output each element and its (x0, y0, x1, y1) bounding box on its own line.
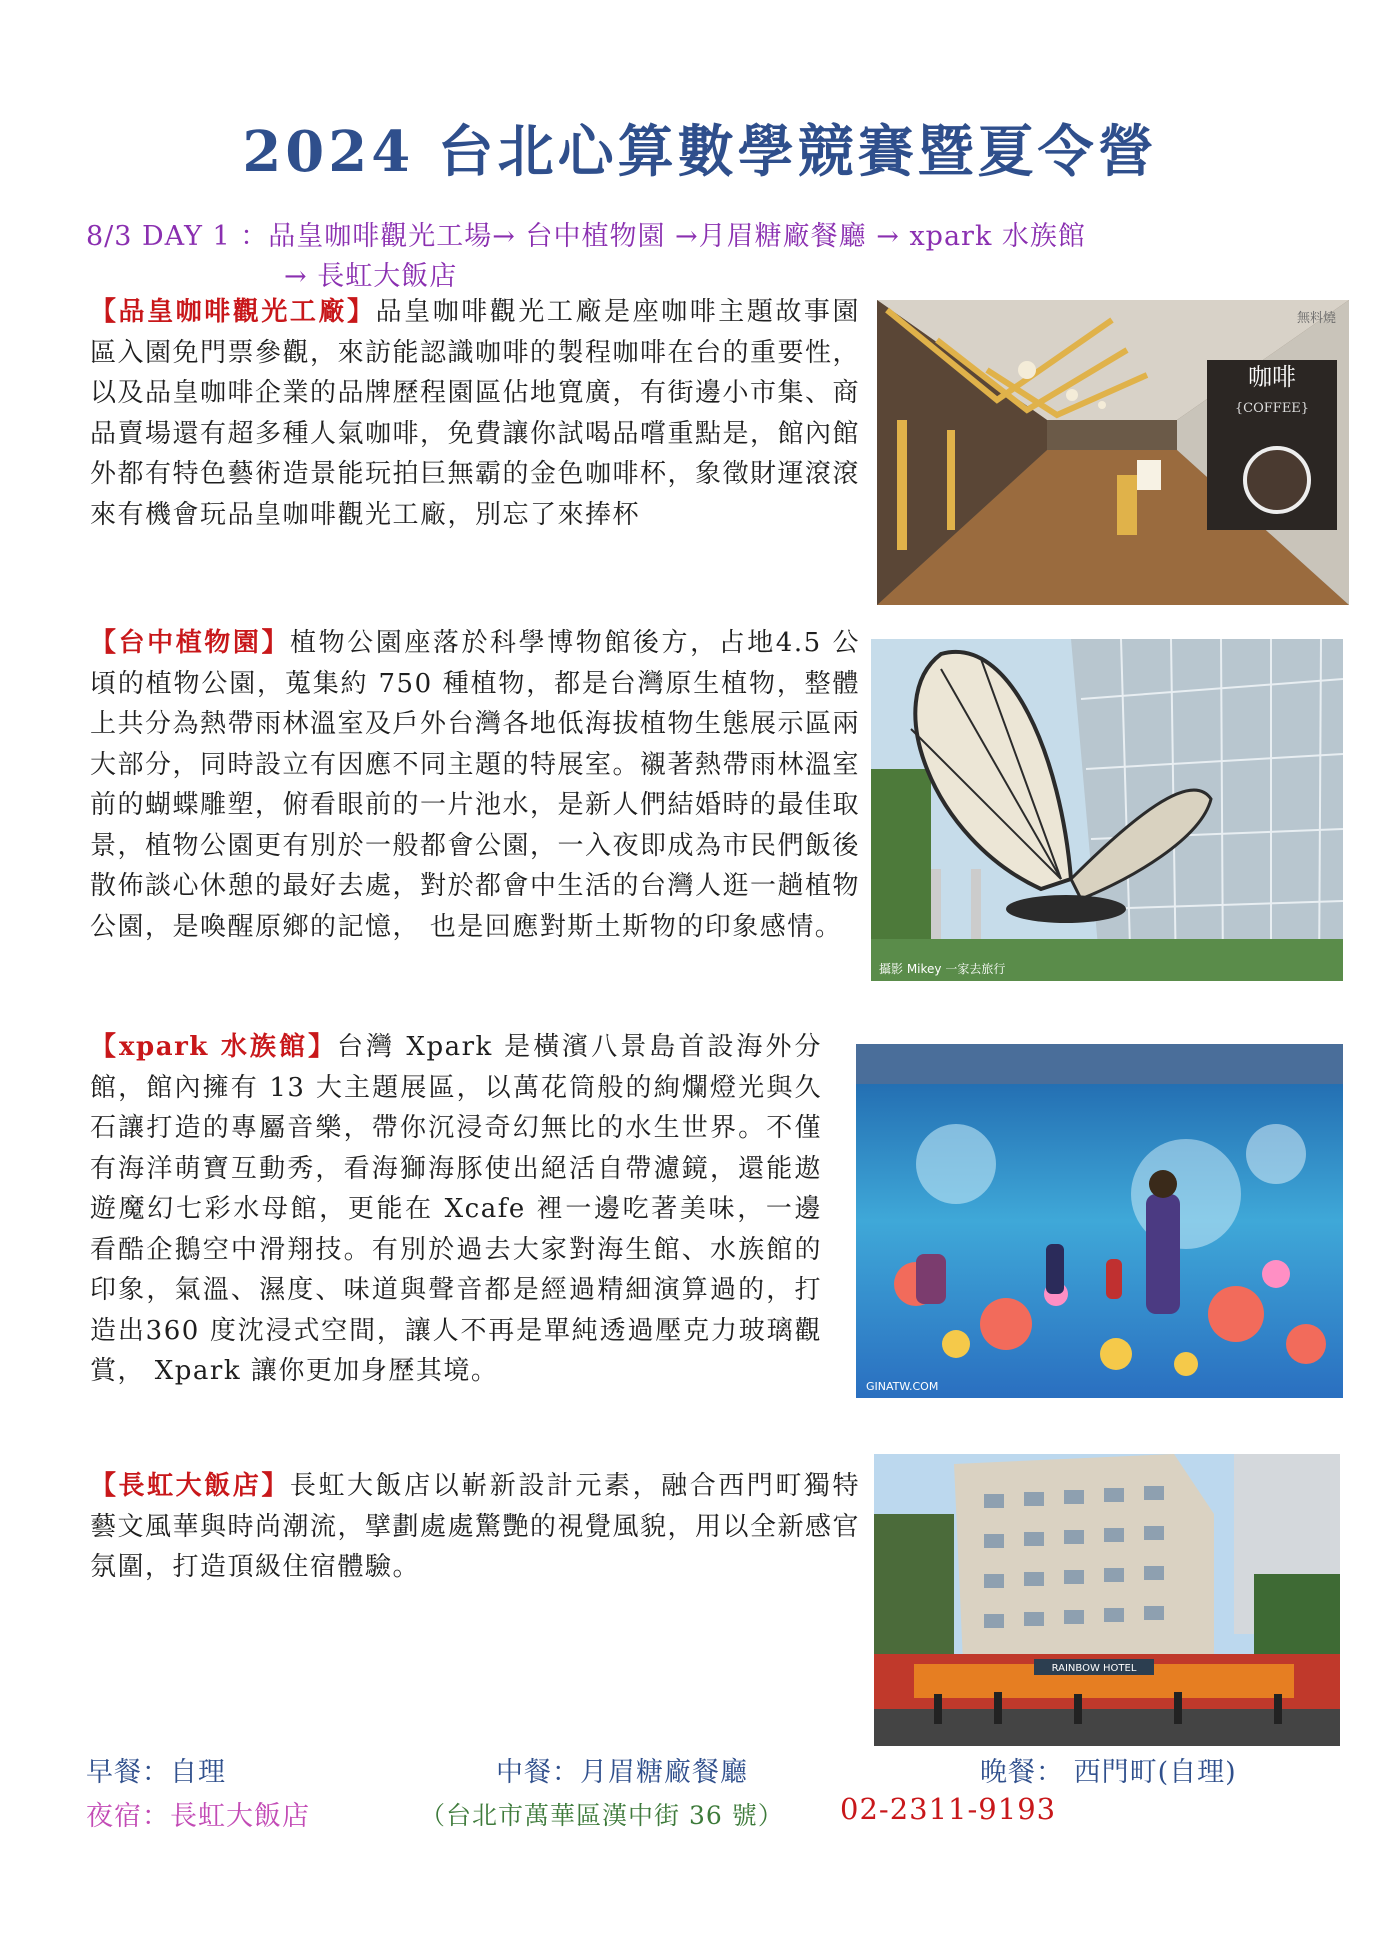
day-route-line1: 8/3 DAY 1 ：品皇咖啡觀光工場→ 台中植物園 →月眉糖廠餐廳 → xpark 水族館 (86, 221, 1086, 252)
section-xpark-aquarium (90, 1027, 822, 1392)
meal-lunch: 中餐：月眉糖廠餐廳 (496, 1757, 748, 1788)
section-body: 品皇咖啡觀光工廠是座咖啡主題故事園區入園免門票參觀，來訪能認識咖啡的製程咖啡在台的重要性，以及品皇咖啡企業的品牌歷程園區佔地寬廣，有街邊小市集、商品賣場還有超多種人氣咖啡，免費讓你試喝品嚐重點是，館內館外都有特色藝術造景能玩拍巨無霸的金色咖啡杯，象徵財運滾滾來有機會玩品皇咖啡觀光工廠，別忘了來捧杯 (90, 297, 861, 530)
hotel-phone: 02-2311-9193 (840, 1792, 1057, 1826)
section-rainbow-hotel (90, 1466, 860, 1588)
section-heading: 【台中植物園】 (90, 628, 291, 658)
section-body: 長虹大飯店以嶄新設計元素，融合西門町獨特藝文風華與時尚潮流，擘劃處處驚艷的視覺風貌，用以全新感官氛圍，打造頂級住宿體驗。 (90, 1471, 861, 1582)
section-body: 台灣 Xpark 是橫濱八景島首設海外分館，館內擁有 13 大主題展區，以萬花筒般的絢爛燈光與久石讓打造的專屬音樂，帶你沉浸奇幻無比的水生世界。不僅有海洋萌寶互動秀，看海獅海豚使出絕活自帶濾鏡，還能遨遊魔幻七彩水母館，更能在 Xcafe 裡一邊吃著美味，一邊看酷企鵝空中滑翔技。有別於過去大家對海生館、水族館的印象，氣溫、濕度、味道與聲音都是經過精細演算過的，打造出360 度沈浸式空間，讓人不再是單純透過壓克力玻璃觀賞， Xpark 讓你更加身歷其境。 (90, 1032, 822, 1386)
section-heading: 【品皇咖啡觀光工廠】 (90, 297, 376, 327)
xpark-credit: GINATW.COM (866, 1380, 939, 1393)
meal-dinner: 晚餐： 西門町(自理) (980, 1757, 1237, 1788)
section-body: 植物公園座落於科學博物館後方，占地4.5 公頃的植物公園，蒐集約 750 種植物，都是台灣原生植物，整體上共分為熱帶雨林溫室及戶外台灣各地低海拔植物生態展示區兩大部分，同時設立有因應不同主題的特展室。襯著熱帶雨林溫室前的蝴蝶雕塑，俯看眼前的一片池水，是新人們結婚時的最佳取景，植物公園更有別於一般都會公園，一入夜即成為市民們飯後散佈談心休憩的最好去處，對於都會中生活的台灣人逛一趟植物公園，是喚醒原鄉的記憶， 也是回應對斯土斯物的印象感情。 (90, 628, 861, 942)
photo-rainbow-hotel (874, 1454, 1340, 1746)
section-heading: 【長虹大飯店】 (90, 1471, 290, 1501)
coffee-logo: 無料燒 (1297, 311, 1337, 326)
coffee-sign-en: {COFFEE} (1234, 401, 1310, 416)
photo-coffee-factory (877, 300, 1349, 605)
day-route-line2: → 長虹大飯店 (284, 261, 458, 292)
coffee-sign-text: 咖啡 (1248, 363, 1296, 391)
meal-breakfast: 早餐：自理 (86, 1757, 226, 1788)
section-heading: 【xpark 水族館】 (90, 1032, 338, 1062)
photo-xpark-aquarium (856, 1044, 1343, 1398)
page-title: 2024 台北心算數學競賽暨夏令營 (242, 119, 1158, 185)
section-botanical-garden (90, 623, 860, 947)
hotel-address: （台北市萬華區漢中街 36 號） (420, 1801, 784, 1830)
overnight-stay: 夜宿：長虹大飯店 (86, 1801, 310, 1832)
photo-botanical-butterfly (871, 639, 1343, 981)
hotel-sign: RAINBOW HOTEL (1051, 1663, 1137, 1674)
butterfly-credit: 攝影 Mikey 一家去旅行 (879, 962, 1006, 976)
section-coffee-factory (90, 292, 860, 535)
